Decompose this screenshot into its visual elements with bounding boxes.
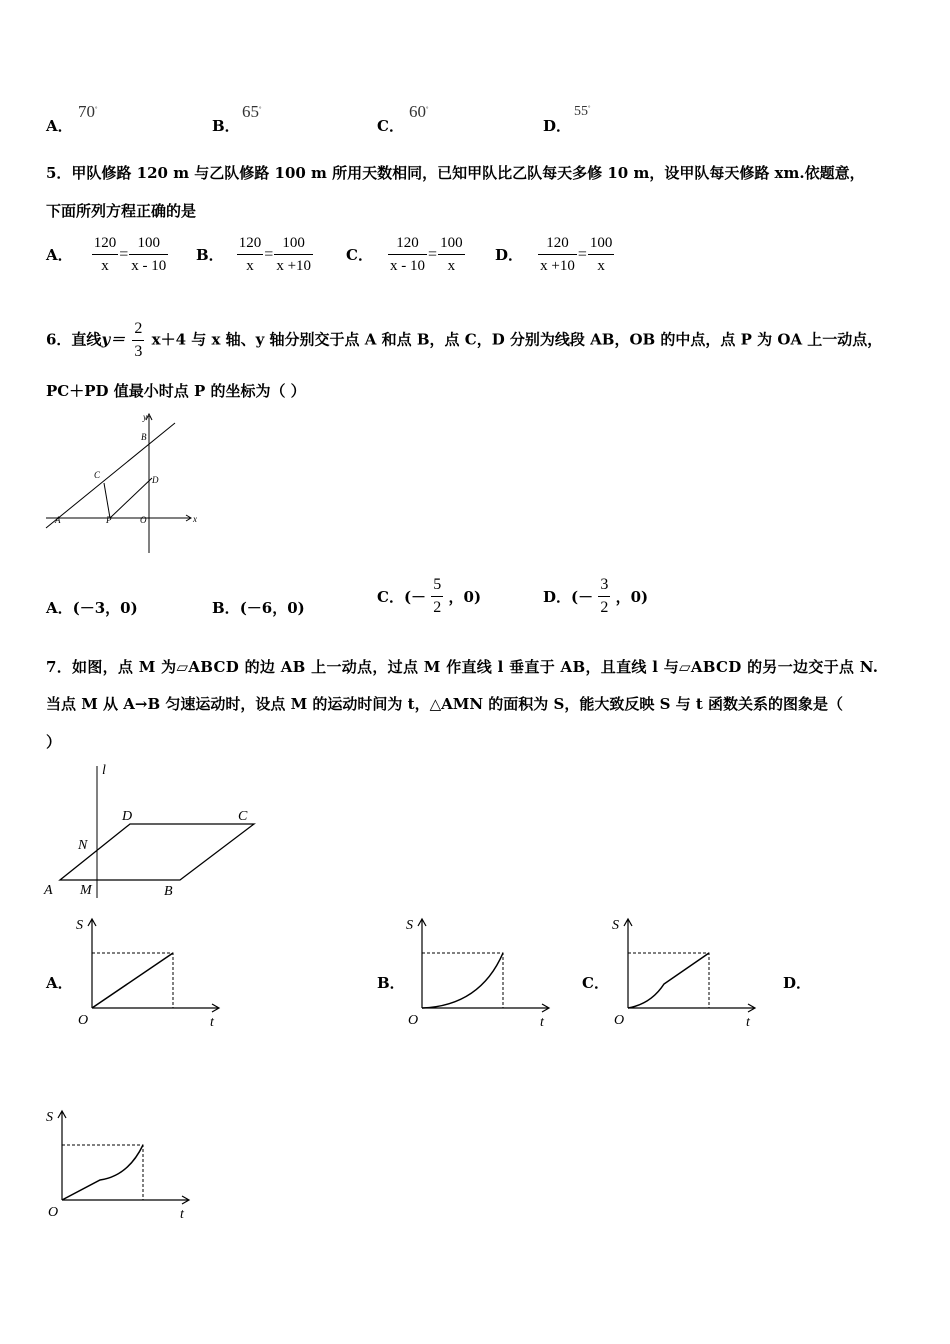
q7-stem-line2: 当点 M 从 A→B 匀速运动时，设点 M 的运动时间为 t，△AMN 的面积为 S，能大致反映 S 与 t 函数关系的图象是（ <box>46 695 843 713</box>
svg-text:S: S <box>406 918 413 933</box>
q4-option-a[interactable]: A． <box>46 117 73 135</box>
q7-graph-d-curve <box>62 1145 143 1200</box>
q5-option-a[interactable]: A． $\frac{120}{x}$ = $\frac{100}{x - 10}$ <box>46 232 168 277</box>
svg-text:O: O <box>614 1013 625 1028</box>
q5-b-right-fraction: $\frac{100}{x +10}$ <box>274 232 313 277</box>
q6-c-fraction: $\frac{5}{2}$ <box>433 576 442 616</box>
q5-b-left-fraction: $\frac{120}{x}$ <box>237 232 264 277</box>
q7-stem-line3: ） <box>46 733 62 751</box>
q4-option-c-value: 60° <box>409 102 429 121</box>
svg-text:t: t <box>746 1015 750 1030</box>
svg-text:S: S <box>76 918 83 933</box>
q6-option-d[interactable]: D．(－ $\frac{3}{2}$ ，0) <box>543 574 648 619</box>
svg-text:O: O <box>78 1013 89 1028</box>
q6-label-x: x <box>193 514 197 524</box>
q6-label-d: D <box>152 475 159 485</box>
q7-graph-b-curve <box>422 953 503 1008</box>
q5-c-right-fraction: $\frac{100}{x}$ <box>438 232 465 277</box>
q7-graph-c <box>606 912 766 1032</box>
q7-label-l: l <box>102 763 106 778</box>
q5-stem-line1: 5．甲队修路 120 m 与乙队修路 100 m 所用天数相同，已知甲队比乙队每天多修 10 m，设甲队每天修路 xm.依题意， <box>46 164 865 182</box>
q7-graph-d <box>40 1104 200 1224</box>
q7-option-c[interactable]: C． <box>582 974 609 992</box>
q5-a-right-fraction: $\frac{100}{x - 10}$ <box>129 232 168 277</box>
svg-text:S: S <box>612 918 619 933</box>
q7-label-n: N <box>78 838 88 853</box>
q5-option-d[interactable]: D． $\frac{120}{x +10}$ = $\frac{100}{x}$ <box>495 232 614 277</box>
svg-text:O: O <box>48 1205 59 1220</box>
q4-option-c[interactable]: C． <box>377 117 404 135</box>
q7-graph-a <box>70 912 230 1032</box>
q5-d-left-fraction: $\frac{120}{x +10}$ <box>538 232 577 277</box>
q5-d-right-fraction: $\frac{100}{x}$ <box>588 232 615 277</box>
q5-stem-line2: 下面所列方程正确的是 <box>46 202 197 220</box>
q4-option-a-value: 70° <box>78 102 98 121</box>
q7-parallelogram-figure <box>40 758 270 903</box>
q5-a-left-fraction: $\frac{120}{x}$ <box>92 232 119 277</box>
q6-option-a[interactable]: A．(－3，0) <box>46 599 138 617</box>
q7-stem-line1: 7．如图，点 M 为▱ABCD 的边 AB 上一动点，过点 M 作直线 l 垂直于 AB，且直线 l 与▱ABCD 的另一边交于点 N. <box>46 658 879 676</box>
svg-text:S: S <box>46 1110 53 1125</box>
q6-d-fraction: $\frac{3}{2}$ <box>600 576 609 616</box>
q7-label-d: D <box>122 809 133 824</box>
svg-text:t: t <box>540 1015 544 1030</box>
q6-line-cp <box>104 483 110 518</box>
q6-label-c: C <box>94 470 101 480</box>
q6-slope-fraction: $\frac{2}{3}$ <box>134 320 143 360</box>
q7-option-d[interactable]: D． <box>783 974 812 992</box>
svg-text:O: O <box>408 1013 419 1028</box>
svg-text:t: t <box>180 1207 184 1222</box>
q6-label-p: P <box>106 515 112 525</box>
q6-label-o: O <box>140 515 147 525</box>
q7-label-m: M <box>80 883 92 898</box>
q7-graph-c-curve <box>628 953 709 1008</box>
q4-option-b-value: 65° <box>242 102 262 121</box>
q6-stem-line2: PC＋PD 值最小时点 P 的坐标为（ ） <box>46 382 306 400</box>
q6-option-b[interactable]: B．(－6，0) <box>212 599 305 617</box>
q7-option-b[interactable]: B． <box>377 974 405 992</box>
svg-text:t: t <box>210 1015 214 1030</box>
q7-graph-b <box>400 912 560 1032</box>
q7-parallelogram <box>60 824 254 880</box>
q6-option-c[interactable]: C．(－ $\frac{5}{2}$ ，0) <box>377 574 481 619</box>
q7-label-b: B <box>164 884 173 899</box>
q6-figure <box>40 408 200 556</box>
q6-label-b: B <box>141 432 147 442</box>
q7-option-a[interactable]: A． <box>46 974 73 992</box>
q5-c-left-fraction: $\frac{120}{x - 10}$ <box>388 232 427 277</box>
q4-option-d-value: 55° <box>574 104 591 119</box>
q6-stem-line1: 6．直线y＝ $\frac{2}{3}$ x＋4 与 x 轴、y 轴分别交于点 A 和点 B，点 C，D 分别为线段 AB，OB 的中点，点 P 为 OA 上一动点， <box>46 318 882 363</box>
q6-label-a: A <box>55 515 61 525</box>
q5-option-b[interactable]: B． $\frac{120}{x}$ = $\frac{100}{x +10}$ <box>196 232 313 277</box>
q4-option-b[interactable]: B． <box>212 117 240 135</box>
q5-option-c[interactable]: C． $\frac{120}{x - 10}$ = $\frac{100}{x}$ <box>346 232 465 277</box>
q6-label-y: y <box>143 412 147 422</box>
q7-label-c: C <box>238 809 248 824</box>
q7-label-a: A <box>44 883 53 898</box>
q4-option-d[interactable]: D． <box>543 117 572 135</box>
q7-graph-a-curve <box>92 953 173 1008</box>
q6-line-pd <box>110 478 152 518</box>
